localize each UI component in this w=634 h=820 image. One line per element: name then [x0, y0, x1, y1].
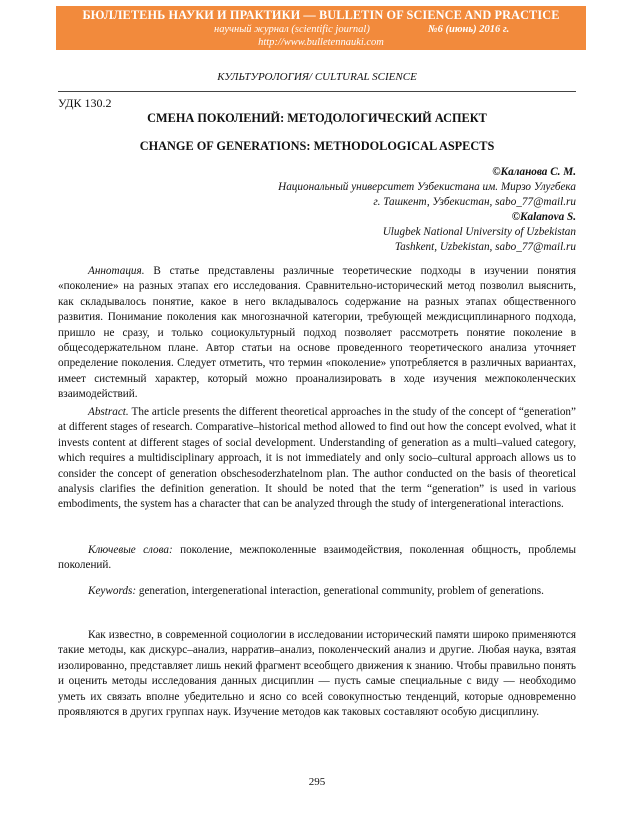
udk-code: УДК 130.2 — [58, 96, 112, 110]
keywords-en — [58, 584, 576, 599]
title-ru: СМЕНА ПОКОЛЕНИЙ: МЕТОДОЛОГИЧЕСКИЙ АСПЕКТ — [147, 111, 487, 125]
keywords-ru-label: Ключевые слова: — [88, 544, 173, 556]
abstract-ru-label: Аннотация. — [88, 265, 145, 277]
keywords-en-text: generation, intergenerational interaction, generational community, problem of generations. — [138, 585, 544, 597]
journal-subline — [56, 23, 586, 36]
author-block-en — [383, 210, 576, 255]
journal-type: научный журнал (scientific journal) — [214, 24, 370, 35]
title-en: CHANGE OF GENERATIONS: METHODOLOGICAL ASPECTS — [139, 139, 495, 153]
page-number: 295 — [308, 776, 326, 788]
abstract-en-label: Abstract. — [88, 406, 129, 418]
author-affiliation-en: Ulugbek National University of Uzbekistan — [382, 226, 576, 238]
journal-issue: №6 (июнь) 2016 г. — [428, 24, 510, 35]
author-address-en: Tashkent, Uzbekistan, sabo_77@mail.ru — [394, 241, 576, 253]
keywords-ru — [58, 543, 576, 574]
abstract-ru-text: В статье представлены различные теоретические подходы в изучении понятия «поколение» на разных этапах его исследования. Сравнительно-исторический метод позволил выяснить, как складывалось понятие, какое в него вкладывалось содержание на разных этапах общественного развития. Понимание поколения как многозначной категории, требующей междисциплинарного подхода, пришло не сразу, и только социокультурный подход позволяет рассмотреть понятие поколение в общесодержательном плане. Автор статьи на основе проведенного теоретического анализа уточняет определение поколения. Следует отметить, что термин «поколение» употребляется в различных вариантах, имеет системный характер, который можно проанализировать в ходе изучения межпоколенческих взаимодействий. — [58, 265, 576, 401]
author-address-ru: г. Ташкент, Узбекистан, sabo_77@mail.ru — [373, 196, 576, 208]
keywords-en-label: Keywords: — [88, 585, 137, 597]
abstract-en — [58, 405, 576, 513]
journal-header-banner — [56, 6, 586, 50]
section-heading: КУЛЬТУРОЛОГИЯ/ CULTURAL SCIENCE — [217, 71, 417, 83]
abstract-ru — [58, 264, 576, 403]
author-affiliation-ru: Национальный университет Узбекистана им. Мирзо Улугбека — [278, 181, 576, 193]
author-name-ru: ©Каланова С. М. — [492, 166, 576, 178]
keywords-ru-text: поколение, межпоколенные взаимодействия, поколенная общность, проблемы поколений. — [58, 544, 577, 572]
body-paragraph: Как известно, в современной социологии в исследовании исторический памяти широко применяются такие методы, как дискурс–анализ, нарратив–анализ, поколенческий анализ и другие. Любая наука, взятая изолированно, представляет лишь некий фрагмент всеобщего движения к знанию. Чтобы правильно понять и оценить методы исследования данных дисциплин — пусть самые специальные с виду — необходимо уметь их связать вполне убедительно и ясно со всей совокупностью тенденций, которые одновременно проявляются в других группах наук. Изучение методов как таковых составляют особую дисциплину. — [58, 629, 576, 719]
author-name-en: ©Kalanova S. — [511, 211, 576, 223]
header-divider — [58, 91, 576, 92]
abstract-en-text: The article presents the different theoretical approaches in the study of the concept of “generation” at different stages of research. Comparative–historical method allowed to find out how the concept evolved, what it invests content at different stages of social development. Understanding of generation as a multi–valued category, which requires a multidisciplinary approach, it is not immediately and only socio–cultural approach allows us to consider the concept of generation obschesoderzhatelnom plan. The author conducted on the basis of theoretical analysis clarifies the definition generation. It should be noted that the term “generation” is used in various embodiments, the system has a character that can be analyzed through the study of intergenerational interactions. — [58, 406, 576, 511]
journal-title: БЮЛЛЕТЕНЬ НАУКИ И ПРАКТИКИ — BULLETIN OF SCIENCE AND PRACTICE — [82, 8, 560, 22]
author-block-ru — [278, 165, 576, 210]
journal-url[interactable]: http://www.bulletennauki.com — [258, 37, 384, 48]
